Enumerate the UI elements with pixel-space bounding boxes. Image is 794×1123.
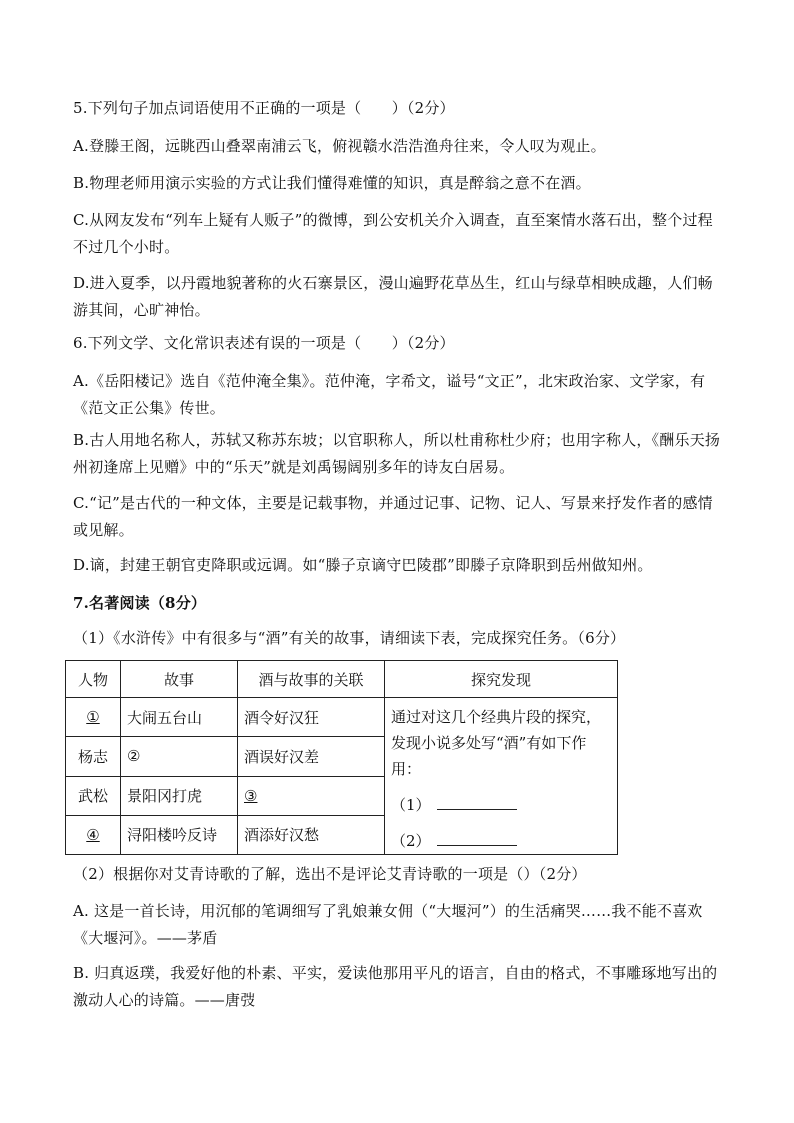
header-cell: 探究发现: [385, 661, 618, 698]
table-cell: 大闹五台山: [121, 698, 238, 737]
blank-marker: ②: [121, 737, 238, 776]
q6-option-a: A.《岳阳楼记》选自《范仲淹全集》。范仲淹，字希文，谥号“文正”，北宋政治家、文学家，有《范文正公集》传世。: [73, 372, 706, 417]
header-cell: 酒与故事的关联: [238, 661, 385, 698]
finding-item-1-label: （1）: [391, 796, 431, 814]
table-cell: 武松: [66, 776, 121, 815]
finding-item-2: [391, 828, 611, 854]
shuihu-wine-table: [65, 660, 618, 855]
table-cell: 杨志: [66, 737, 121, 776]
q5-stem: 5.下列句子加点词语使用不正确的一项是（ ）（2分）: [73, 99, 455, 117]
answer-blank[interactable]: [437, 795, 517, 810]
q7-option-a: A. 这是一首长诗，用沉郁的笔调细写了乳娘兼女佣（“大堰河”）的生活痛哭……我不能不喜欢《大堰河》。——茅盾: [73, 902, 703, 947]
header-cell: 人物: [66, 661, 121, 698]
finding-cell: [385, 698, 618, 855]
q6-option-b: B.古人用地名称人，苏轼又称苏东坡；以官职称人，所以杜甫称杜少府；也用字称人，《酬乐天扬州初逢席上见赠》中的“乐天”就是刘禹锡阔别多年的诗友白居易。: [73, 431, 721, 476]
q5-option-a: A.登滕王阁，远眺西山叠翠南浦云飞，俯视赣水浩浩渔舟往来，令人叹为观止。: [73, 137, 606, 155]
q6-stem: 6.下列文学、文化常识表述有误的一项是（ ）（2分）: [73, 334, 455, 352]
finding-item-1: [391, 792, 611, 818]
table-cell: 酒令好汉狂: [238, 698, 385, 737]
table-cell: 酒添好汉愁: [238, 815, 385, 854]
q7-sub1: （1）《水浒传》中有很多与“酒”有关的故事，请细读下表，完成探究任务。（6分）: [73, 629, 626, 647]
q6-option-c: C.“记”是古代的一种文体，主要是记载事物，并通过记事、记物、记人、写景来抒发作者的感情或见解。: [73, 494, 713, 539]
table-cell: 浔阳楼吟反诗: [121, 815, 238, 854]
blank-marker: ①: [66, 698, 121, 737]
q6-option-d: D.谪，封建王朝官吏降职或远调。如“滕子京谪守巴陵郡”即滕子京降职到岳州做知州。: [73, 556, 653, 574]
q5-option-d: D.进入夏季，以丹霞地貌著称的火石寨景区，漫山遍野花草丛生，红山与绿草相映成趣，人们畅游其间，心旷神怡。: [73, 274, 713, 319]
q7-sub2: （2）根据你对艾青诗歌的了解，选出不是评论艾青诗歌的一项是（）（2分）: [73, 865, 587, 883]
header-cell: 故事: [121, 661, 238, 698]
q7-title: 7.名著阅读（8分）: [73, 594, 207, 612]
table-row: [66, 698, 618, 737]
finding-item-2-label: （2）: [391, 832, 431, 850]
table-header-row: [66, 661, 618, 698]
table-cell: 景阳冈打虎: [121, 776, 238, 815]
finding-text: 通过对这几个经典片段的探究，发现小说多处写“酒”有如下作用：: [391, 708, 602, 778]
answer-blank[interactable]: [437, 831, 517, 846]
q5-option-b: B.物理老师用演示实验的方式让我们懂得难懂的知识，真是醉翁之意不在酒。: [73, 174, 591, 192]
blank-marker: ③: [238, 776, 385, 815]
table-cell: 酒误好汉差: [238, 737, 385, 776]
q5-option-c: C.从网友发布“列车上疑有人贩子”的微博，到公安机关介入调查，直至案情水落石出，整个过程不过几个小时。: [73, 211, 713, 256]
blank-marker: ④: [66, 815, 121, 854]
q7-option-b: B. 归真返璞，我爱好他的朴素、平实，爱读他那用平凡的语言，自由的格式，不事雕琢地写出的激动人心的诗篇。——唐弢: [73, 964, 718, 1009]
